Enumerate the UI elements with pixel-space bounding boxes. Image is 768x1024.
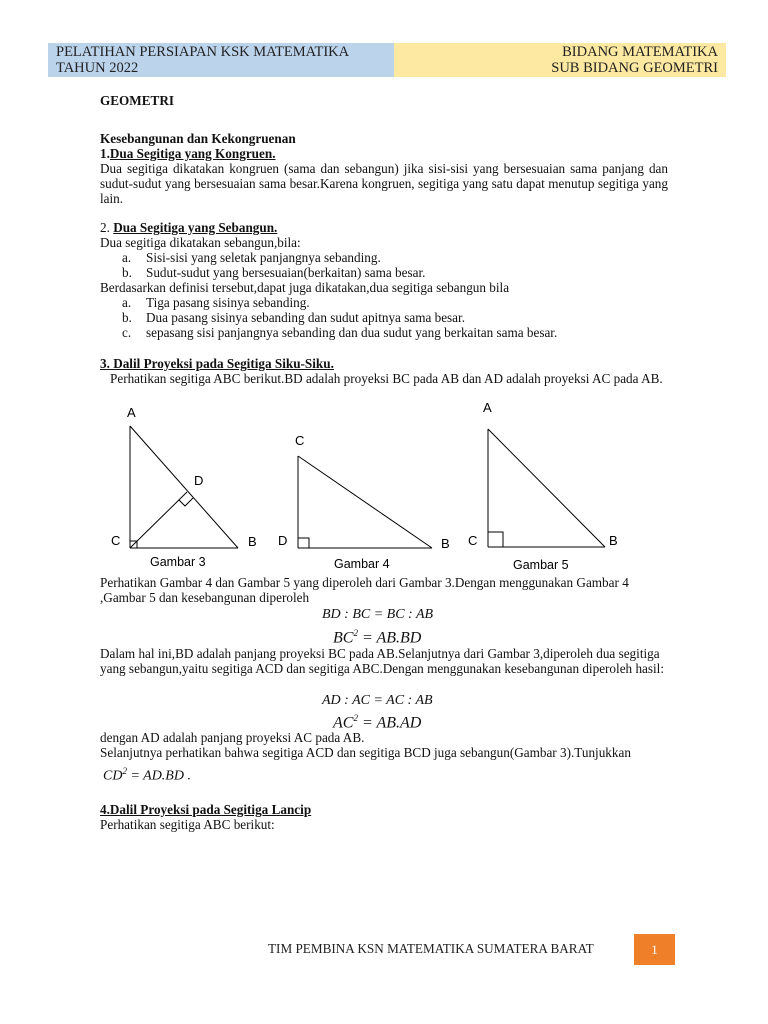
figure-gambar-3 <box>130 426 238 548</box>
g3-right-angle-d <box>179 498 193 506</box>
equation-cd-squared <box>103 764 191 784</box>
section-heading: Kesebangunan dan Kekongruenan <box>100 131 296 146</box>
triangle-figures <box>100 398 660 576</box>
page-title: GEOMETRI <box>100 93 175 108</box>
s3-heading: 3. Dalil Proyeksi pada Segitiga Siku-Siku. <box>100 356 334 371</box>
list-item <box>100 295 668 310</box>
g4-label-c: C <box>295 433 305 448</box>
figure-gambar-5 <box>488 429 605 547</box>
list-marker: b. <box>122 310 132 325</box>
list-marker: a. <box>122 250 132 265</box>
list-item <box>100 250 668 265</box>
g5-label-a: A <box>483 400 492 415</box>
eq5-base: CD <box>103 768 123 784</box>
g3-side-ab <box>130 426 238 548</box>
header-right-box <box>394 43 726 77</box>
list-item <box>100 265 668 280</box>
equation-bc-squared <box>333 626 421 645</box>
header-subfield: SUB BIDANG GEOMETRI <box>551 60 718 76</box>
page-number: 1 <box>634 934 675 965</box>
g5-label-c: C <box>468 533 478 548</box>
list-marker: c. <box>122 325 132 340</box>
header-field: BIDANG MATEMATIKA <box>562 44 718 60</box>
s2-number: 2 <box>100 220 107 235</box>
s3-para2: Dalam hal ini,BD adalah panjang proyeksi BC pada AB.Selanjutnya dari Gambar 3,diperoleh dua segitiga yang sebangun,yaitu segitiga ACD dan segitiga ABC.Dengan menggunakan kesebangunan diperoleh hasil: <box>100 646 665 676</box>
eq4-rest: = AB.AD <box>357 714 422 732</box>
g3-label-a: A <box>127 405 136 420</box>
s1-body: Dua segitiga dikatakan kongruen (sama dan sebangun) jika sisi-sisi yang bersesuaian sama panjang dan sudut-sudut yang bersesuaian sama besar.Karena kongruen, segitiga yang satu dapat menutup segitiga yang lain. <box>100 161 668 206</box>
s1-title: Dua Segitiga yang Kongruen. <box>109 146 276 161</box>
eq5-rest: = AD.BD . <box>126 768 191 784</box>
equation-ac-squared <box>333 711 421 730</box>
g5-caption: Gambar 5 <box>513 558 569 572</box>
eq4-exp: 2 <box>353 713 358 723</box>
s3-intro: Perhatikan segitiga ABC berikut.BD adalah proyeksi BC pada AB dan AD adalah proyeksi AC pada AB. <box>110 371 663 386</box>
g4-right-angle-d <box>298 538 309 548</box>
s2-title: Dua Segitiga yang Sebangun. <box>113 220 278 235</box>
s3-line2: Selanjutnya perhatikan bahwa segitiga ACD dan segitiga BCD juga sebangun(Gambar 3).Tunjukkan <box>100 745 631 760</box>
s2-heading: 2. Dua Segitiga yang Sebangun. <box>100 220 278 235</box>
list-marker: b. <box>122 265 132 280</box>
s1-heading <box>100 146 668 161</box>
g3-label-c: C <box>111 533 121 548</box>
s4-heading: 4.Dalil Proyeksi pada Segitiga Lancip <box>100 802 312 817</box>
g3-caption: Gambar 3 <box>150 555 206 569</box>
eq2-base: BC <box>333 629 354 647</box>
g3-label-d: D <box>194 473 204 488</box>
g5-label-b: B <box>609 533 618 548</box>
g3-label-b: B <box>248 534 257 549</box>
g5-right-angle-c <box>488 532 503 547</box>
g4-label-b: B <box>441 536 450 551</box>
s2-intro: Dua segitiga dikatakan sebangun,bila: <box>100 235 301 250</box>
list-text: sepasang sisi panjangnya sebanding dan dua sudut yang berkaitan sama besar. <box>146 325 558 340</box>
s2-mid: Berdasarkan definisi tersebut,dapat juga dikatakan,dua segitiga sebangun bila <box>100 280 510 295</box>
list-item <box>100 325 668 340</box>
g3-altitude-cd <box>130 492 187 548</box>
g5-side-ab <box>488 429 605 547</box>
eq2-exp: 2 <box>353 628 358 638</box>
equation-ad-ac: AD : AC = AC : AB <box>322 693 433 708</box>
g4-label-d: D <box>278 533 288 548</box>
g4-caption: Gambar 4 <box>334 557 390 571</box>
list-text: Dua pasang sisinya sebanding dan sudut apitnya sama besar. <box>146 310 465 325</box>
figure-gambar-4 <box>298 456 432 548</box>
document-body <box>100 93 668 386</box>
equation-bd-bc: BD : BC = BC : AB <box>322 607 434 622</box>
eq5-exp: 2 <box>122 766 127 776</box>
footer-text: TIM PEMBINA KSN MATEMATIKA SUMATERA BARAT <box>268 941 594 956</box>
s4-intro: Perhatikan segitiga ABC berikut: <box>100 817 275 832</box>
s3-after-figure: Perhatikan Gambar 4 dan Gambar 5 yang diperoleh dari Gambar 3.Dengan menggunakan Gambar 4 ,Gambar 5 dan kesebangunan diperoleh <box>100 575 629 605</box>
list-text: Tiga pasang sisinya sebanding. <box>146 295 310 310</box>
s1-number: 1. <box>100 146 110 161</box>
list-text: Sisi-sisi yang seletak panjangnya sebanding. <box>146 250 381 265</box>
header-program-title: PELATIHAN PERSIAPAN KSK MATEMATIKA <box>56 44 350 60</box>
eq2-rest: = AB.BD <box>357 629 422 647</box>
list-marker: a. <box>122 295 132 310</box>
eq4-base: AC <box>333 714 354 732</box>
header-year: TAHUN 2022 <box>56 60 139 76</box>
s3-line1: dengan AD adalah panjang proyeksi AC pada AB. <box>100 730 365 745</box>
header-left-box <box>48 43 394 77</box>
list-text: Sudut-sudut yang bersesuaian(berkaitan) sama besar. <box>146 265 426 280</box>
list-item <box>100 310 668 325</box>
g4-side-cb <box>298 456 432 548</box>
